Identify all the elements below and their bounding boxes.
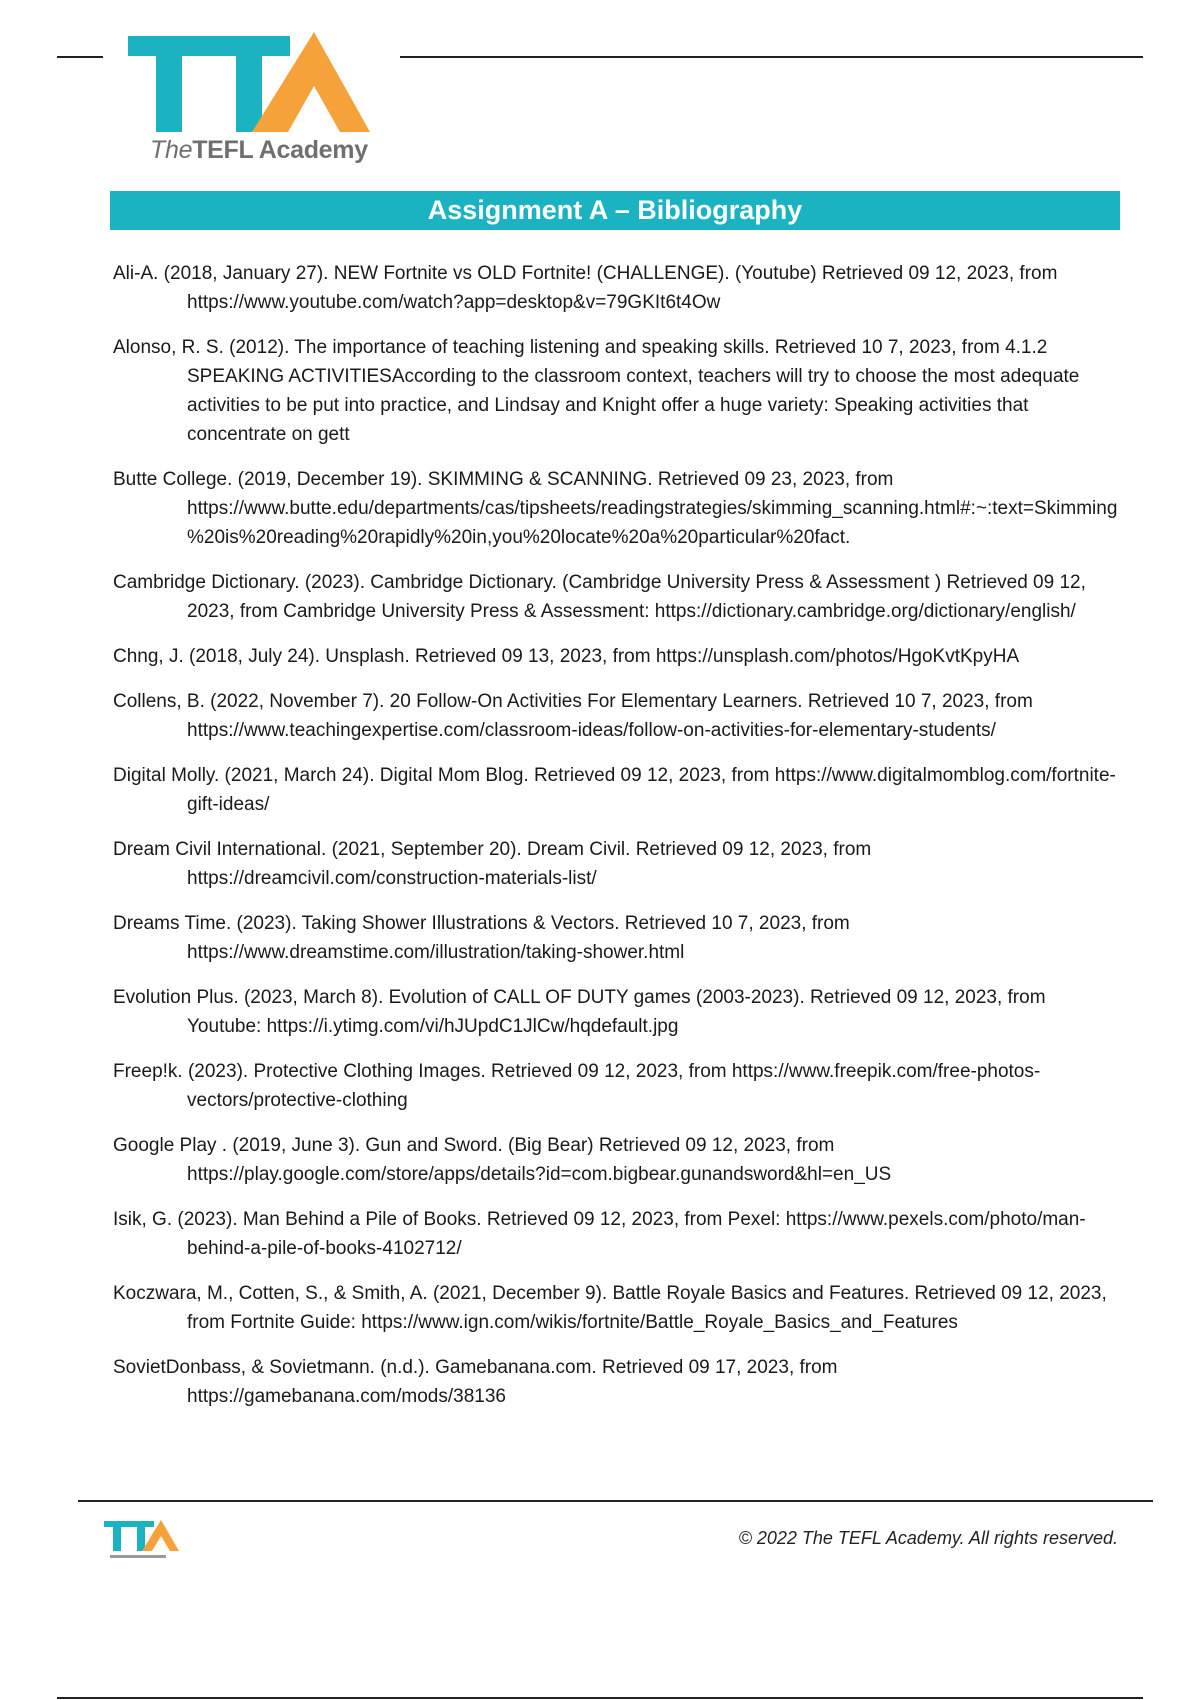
bibliography-entry: Collens, B. (2022, November 7). 20 Follow-On Activities For Elementary Learners. Retrieved 10 7, 2023, from https://www.teachingexpertise.com/classroom-ideas/follow-on-activities-for-elementary-students/ [113, 691, 1033, 741]
logo-subtitle-name: TEFL Academy [192, 136, 368, 164]
logo-subtitle-the: The [150, 136, 193, 164]
bibliography-entry: Koczwara, M., Cotten, S., & Smith, A. (2021, December 9). Battle Royale Basics and Features. Retrieved 09 12, 2023, from Fortnite Guide: https://www.ign.com/wikis/fortnite/Battle_Royale_Basics_and_Features [113, 1283, 1107, 1333]
footer-tta-logo-mark [102, 1519, 182, 1563]
copyright-notice: © 2022 The TEFL Academy. All rights reserved. [738, 1528, 1118, 1548]
bibliography-entry: Butte College. (2019, December 19). SKIMMING & SCANNING. Retrieved 09 23, 2023, from https://www.butte.edu/departments/cas/tipsheets/readingstrategies/skimming_scanning.html#:~:text=Skimming%20is%20reading%20rapidly%20in,you%20locate%20a%20particular%20fact. [113, 469, 1118, 548]
bibliography-entry: Evolution Plus. (2023, March 8). Evolution of CALL OF DUTY games (2003-2023). Retrieved 09 12, 2023, from Youtube: https://i.ytimg.com/vi/hJUpdC1JlCw/hqdefault.jpg [113, 987, 1046, 1037]
bibliography-entry: Isik, G. (2023). Man Behind a Pile of Books. Retrieved 09 12, 2023, from Pexel: https://www.pexels.com/photo/man-behind-a-pile-of-books-4102712/ [113, 1209, 1086, 1259]
bibliography-entry: Cambridge Dictionary. (2023). Cambridge Dictionary. (Cambridge University Press & Assessment ) Retrieved 09 12, 2023, from Cambridge University Press & Assessment: https://dictionary.cambridge.org/dictionary/english/ [113, 572, 1086, 622]
logo-subtitle [150, 136, 368, 165]
bibliography-entry: Ali-A. (2018, January 27). NEW Fortnite vs OLD Fortnite! (CHALLENGE). (Youtube) Retrieved 09 12, 2023, from https://www.youtube.com/watch?app=desktop&v=79GKIt6t4Ow [113, 263, 1058, 313]
header-rule-right [400, 56, 1143, 58]
bottom-rule [57, 1697, 1143, 1699]
bibliography-entry: Dream Civil International. (2021, September 20). Dream Civil. Retrieved 09 12, 2023, from https://dreamcivil.com/construction-materials-list/ [113, 839, 872, 889]
bibliography-entry: Dreams Time. (2023). Taking Shower Illustrations & Vectors. Retrieved 10 7, 2023, from https://www.dreamstime.com/illustration/taking-shower.html [113, 913, 850, 963]
bibliography-list [113, 259, 1123, 1427]
footer-rule [78, 1500, 1153, 1502]
bibliography-entry: Alonso, R. S. (2012). The importance of teaching listening and speaking skills. Retrieved 10 7, 2023, from 4.1.2 SPEAKING ACTIVITIESAccording to the classroom context, teachers will try to choose the most adequate activities to be put into practice, and Lindsay and Knight offer a huge variety: Speaking activities that concentrate on gett [113, 337, 1080, 445]
page-title: Assignment A – Bibliography [110, 191, 1120, 230]
bibliography-entry: Digital Molly. (2021, March 24). Digital Mom Blog. Retrieved 09 12, 2023, from https://www.digitalmomblog.com/fortnite-gift-ideas/ [113, 765, 1116, 815]
tta-logo-mark [118, 28, 378, 138]
bibliography-entry: Freep!k. (2023). Protective Clothing Images. Retrieved 09 12, 2023, from https://www.freepik.com/free-photos-vectors/protective-clothing [113, 1061, 1041, 1111]
bibliography-entry: SovietDonbass, & Sovietmann. (n.d.). Gamebanana.com. Retrieved 09 17, 2023, from https://gamebanana.com/mods/38136 [113, 1357, 838, 1407]
header-rule-left [57, 56, 103, 58]
footer-tta-logo [102, 1519, 182, 1563]
bibliography-entry: Google Play . (2019, June 3). Gun and Sword. (Big Bear) Retrieved 09 12, 2023, from https://play.google.com/store/apps/details?id=com.bigbear.gunandsword&hl=en_US [113, 1135, 892, 1185]
bibliography-entry: Chng, J. (2018, July 24). Unsplash. Retrieved 09 13, 2023, from https://unsplash.com/photos/HgoKvtKpyHA [113, 646, 1020, 667]
